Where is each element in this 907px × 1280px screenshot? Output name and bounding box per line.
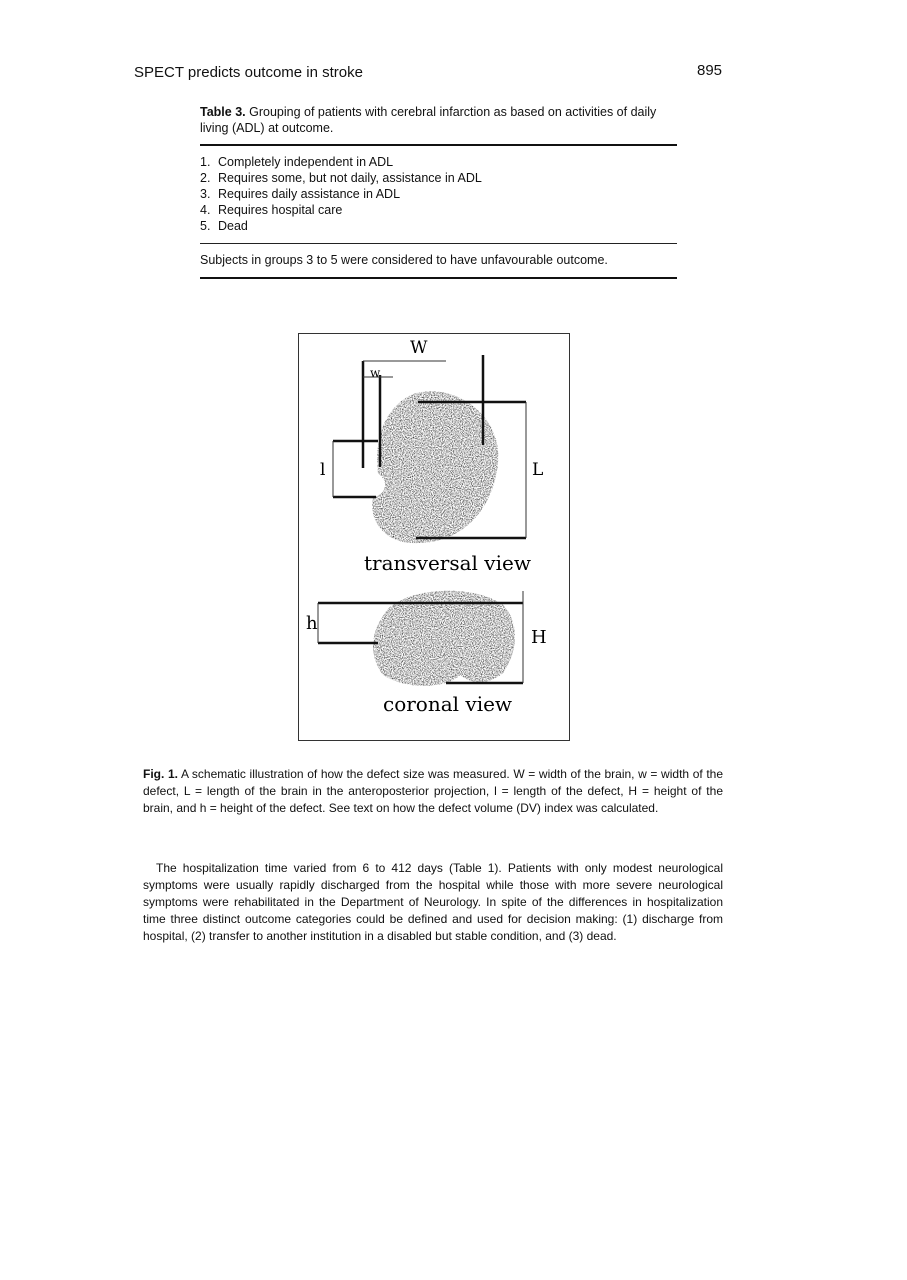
table-caption <box>200 104 677 136</box>
list-item <box>200 202 677 218</box>
figure-schematic <box>298 333 570 741</box>
item-number: 4. <box>200 203 211 217</box>
table-footnote: Subjects in groups 3 to 5 were considered to have unfavourable outcome. <box>200 253 608 267</box>
figure-caption-label: Fig. 1. <box>143 767 178 781</box>
item-text: Requires hospital care <box>218 203 343 217</box>
label-transversal-view: transversal view <box>364 551 531 575</box>
item-number: 1. <box>200 155 211 169</box>
list-item <box>200 154 677 170</box>
item-text: Completely independent in ADL <box>218 155 394 169</box>
page-number: 895 <box>697 62 723 79</box>
table-bottom-rule <box>200 277 677 279</box>
label-L: L <box>532 460 544 480</box>
list-item <box>200 218 677 234</box>
label-w: w <box>370 366 381 380</box>
figure-caption <box>143 766 723 817</box>
item-text: Requires daily assistance in ADL <box>218 187 401 201</box>
body-paragraph: The hospitalization time varied from 6 to 412 days (Table 1). Patients with only modest neurological symptoms were usually rapidly discharged from the hospital while those with more severe neurological symptoms were rehabilitated in the Department of Neurology. In spite of the differences in hospitalization time three distinct outcome categories could be defined and used for decision making: (1) discharge from hospital, (2) transfer to another institution in a disabled but stable condition, and (3) dead. <box>143 861 723 943</box>
table-mid-rule <box>200 243 677 244</box>
figure-1 <box>298 333 570 741</box>
item-number: 2. <box>200 171 211 185</box>
label-l: l <box>320 460 326 480</box>
figure-caption-text: A schematic illustration of how the defect size was measured. W = width of the brain, w = width of the defect, L = length of the brain in the anteroposterior projection, l = length of the defect, H = height of the brain, and h = height of the defect. See text on how the defect volume (DV) index was calculated. <box>143 767 724 815</box>
list-item <box>200 170 677 186</box>
label-coronal-view: coronal view <box>383 692 513 716</box>
table-items <box>200 154 677 234</box>
label-W: W <box>410 338 428 358</box>
item-text: Requires some, but not daily, assistance in ADL <box>218 171 482 185</box>
transversal-brain-shape <box>372 391 498 543</box>
table-3 <box>200 104 677 279</box>
table-top-rule <box>200 144 677 146</box>
table-label: Table 3. <box>200 105 246 119</box>
label-H: H <box>531 627 547 648</box>
item-text: Dead <box>218 219 248 233</box>
item-number: 5. <box>200 219 211 233</box>
list-item <box>200 186 677 202</box>
table-title: Grouping of patients with cerebral infarction as based on activities of daily living (ADL) at outcome. <box>200 105 657 135</box>
item-number: 3. <box>200 187 211 201</box>
label-h: h <box>306 613 318 634</box>
running-head: SPECT predicts outcome in stroke <box>134 64 363 81</box>
coronal-brain-shape <box>373 591 515 686</box>
